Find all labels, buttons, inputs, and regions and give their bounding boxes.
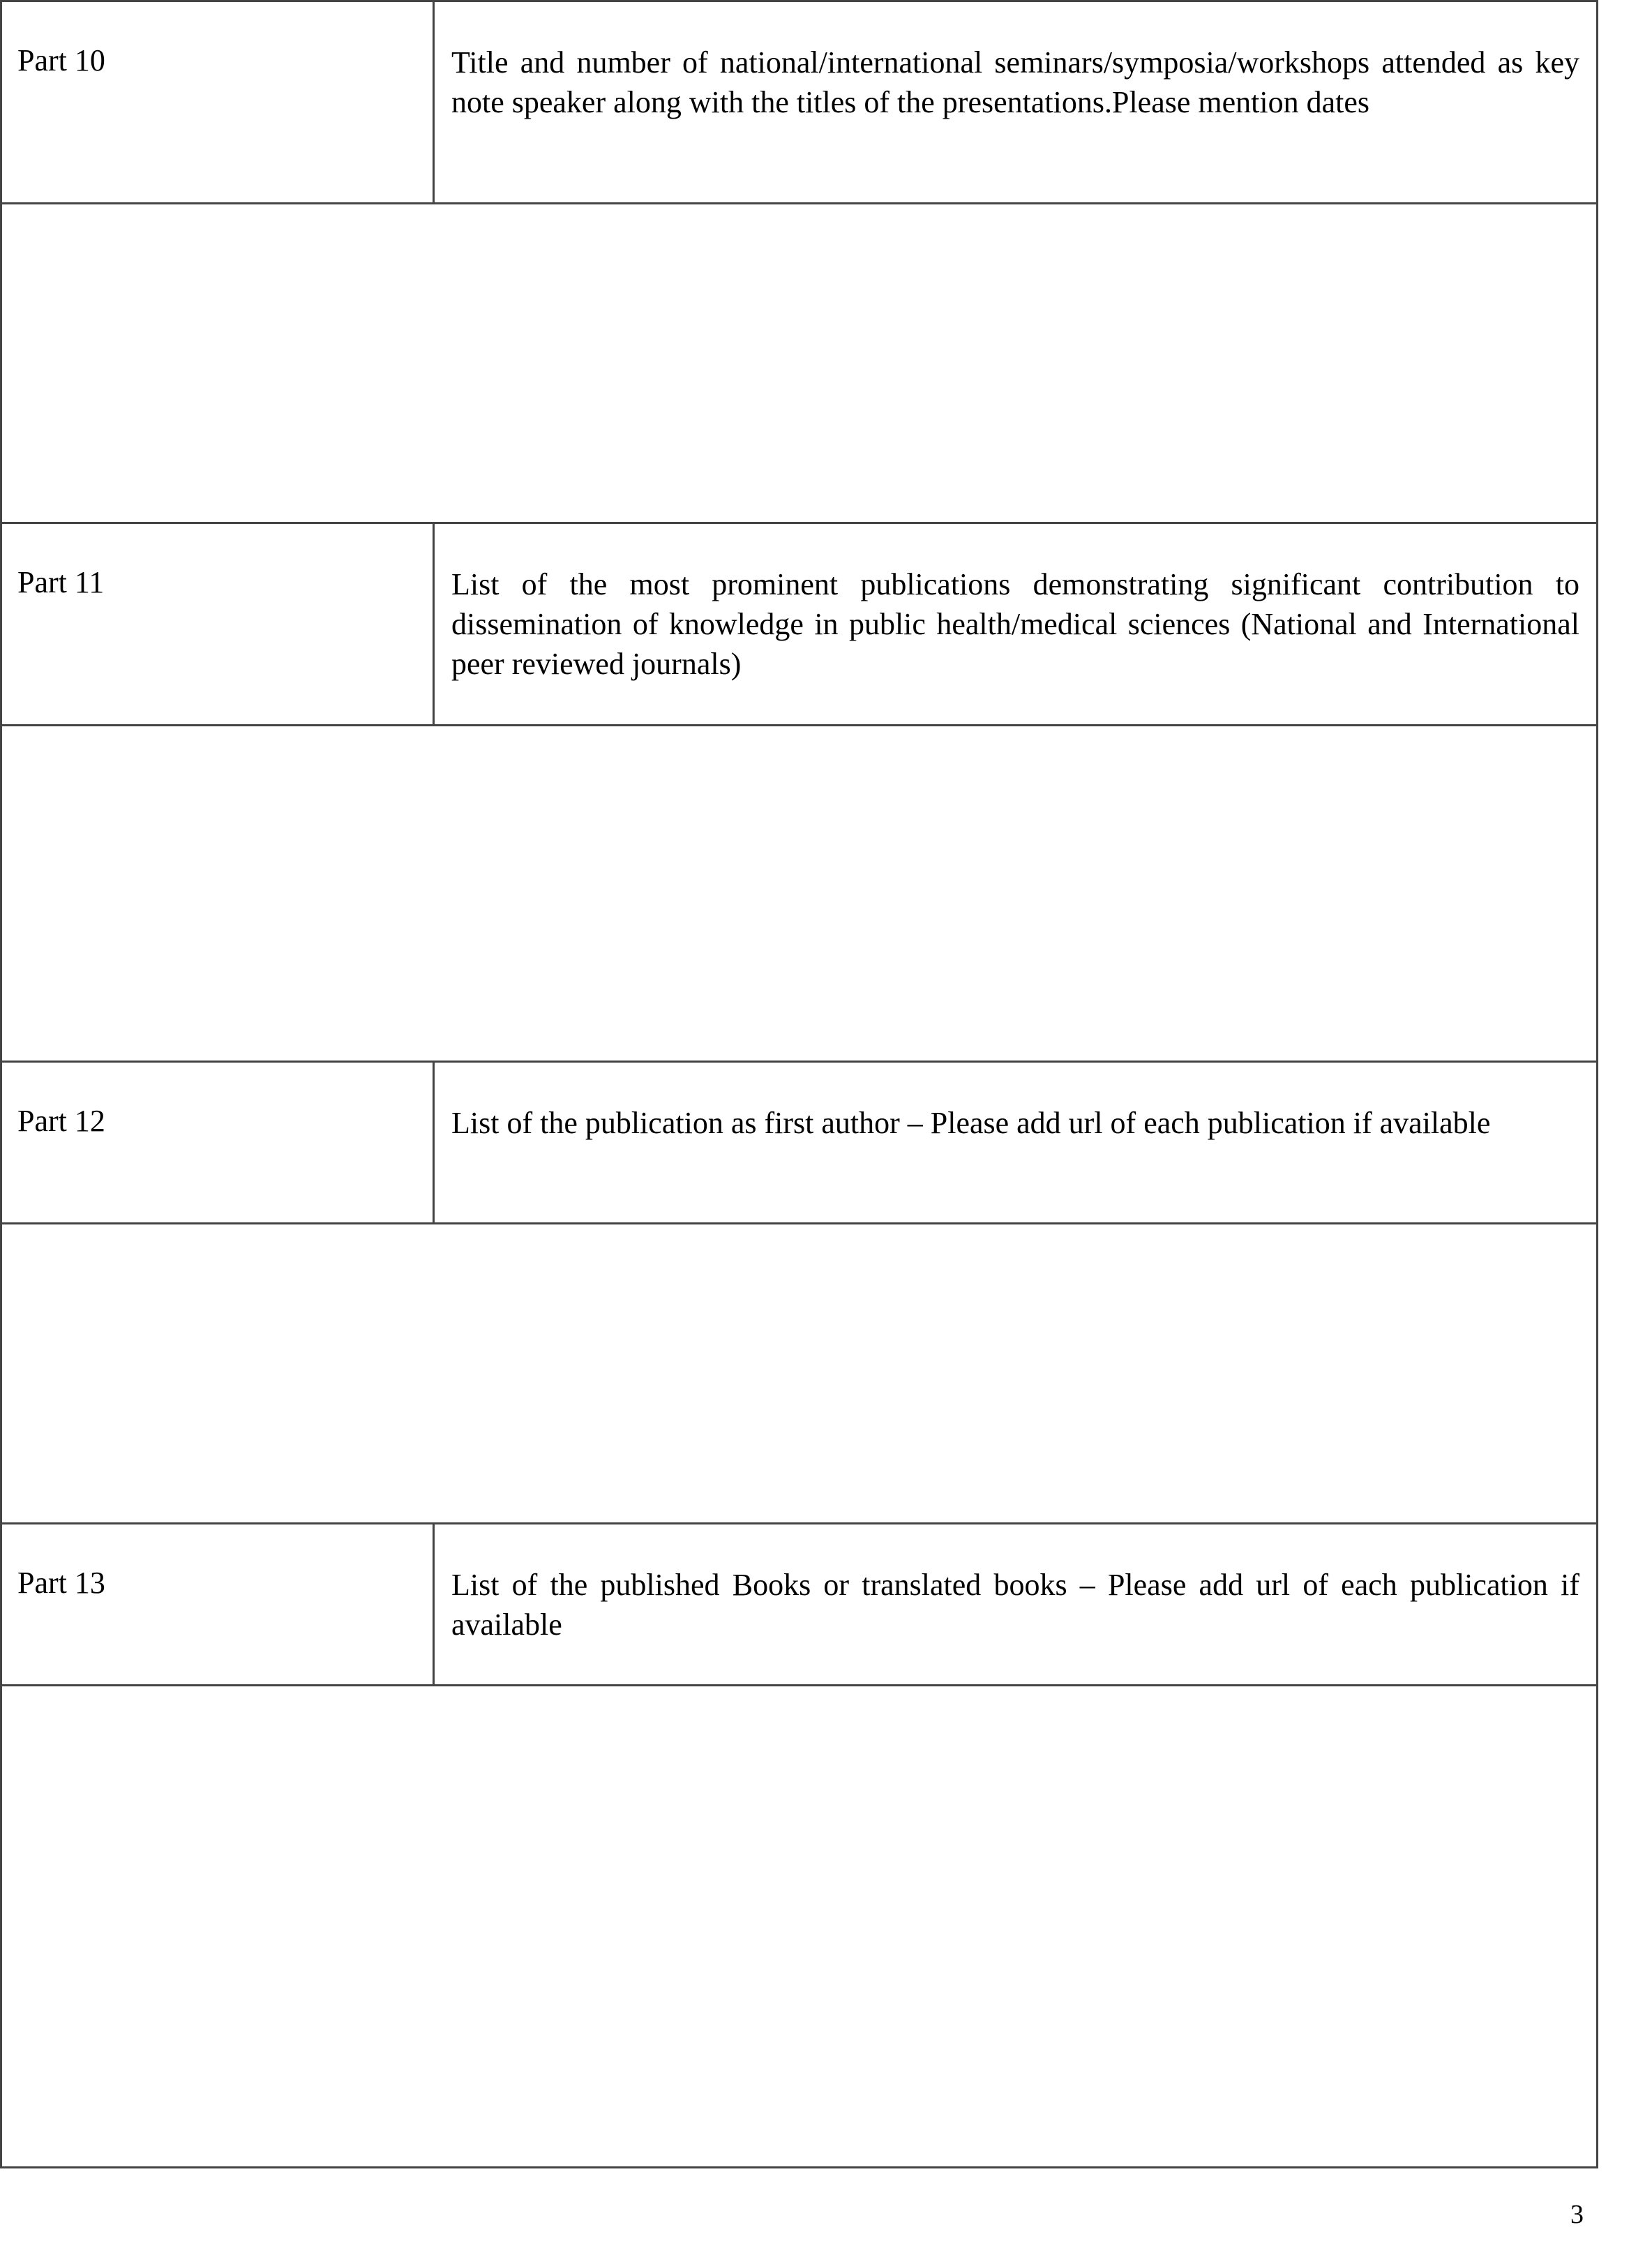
page-number: 3 — [1570, 2200, 1584, 2229]
part-11-label: Part 11 — [2, 524, 435, 724]
part-13-answer-area[interactable] — [2, 1684, 1596, 2168]
part-11-header-row — [2, 522, 1596, 724]
part-10-label: Part 10 — [2, 2, 435, 202]
part-13-label: Part 13 — [2, 1524, 435, 1684]
part-10-header-row — [2, 0, 1596, 202]
part-10-answer-area[interactable] — [2, 202, 1596, 522]
part-11-answer-area[interactable] — [2, 724, 1596, 1061]
part-11-description: List of the most prominent publications demonstrating significant contribution to dissemination of knowledge in public health/medical sciences (National and International peer reviewed journals) — [451, 567, 1579, 681]
part-13-description: List of the published Books or translated books – Please add url of each publication if available — [451, 1568, 1579, 1642]
part-10-description: Title and number of national/international seminars/symposia/workshops attended as key note speaker along with the titles of the presentations.Please mention dates — [451, 45, 1579, 119]
part-12-header-row — [2, 1061, 1596, 1222]
part-12-description: List of the publication as first author – Please add url of each publication if available — [451, 1106, 1491, 1140]
part-13-header-row — [2, 1522, 1596, 1684]
part-12-answer-area[interactable] — [2, 1222, 1596, 1522]
part-12-label: Part 12 — [2, 1063, 435, 1222]
